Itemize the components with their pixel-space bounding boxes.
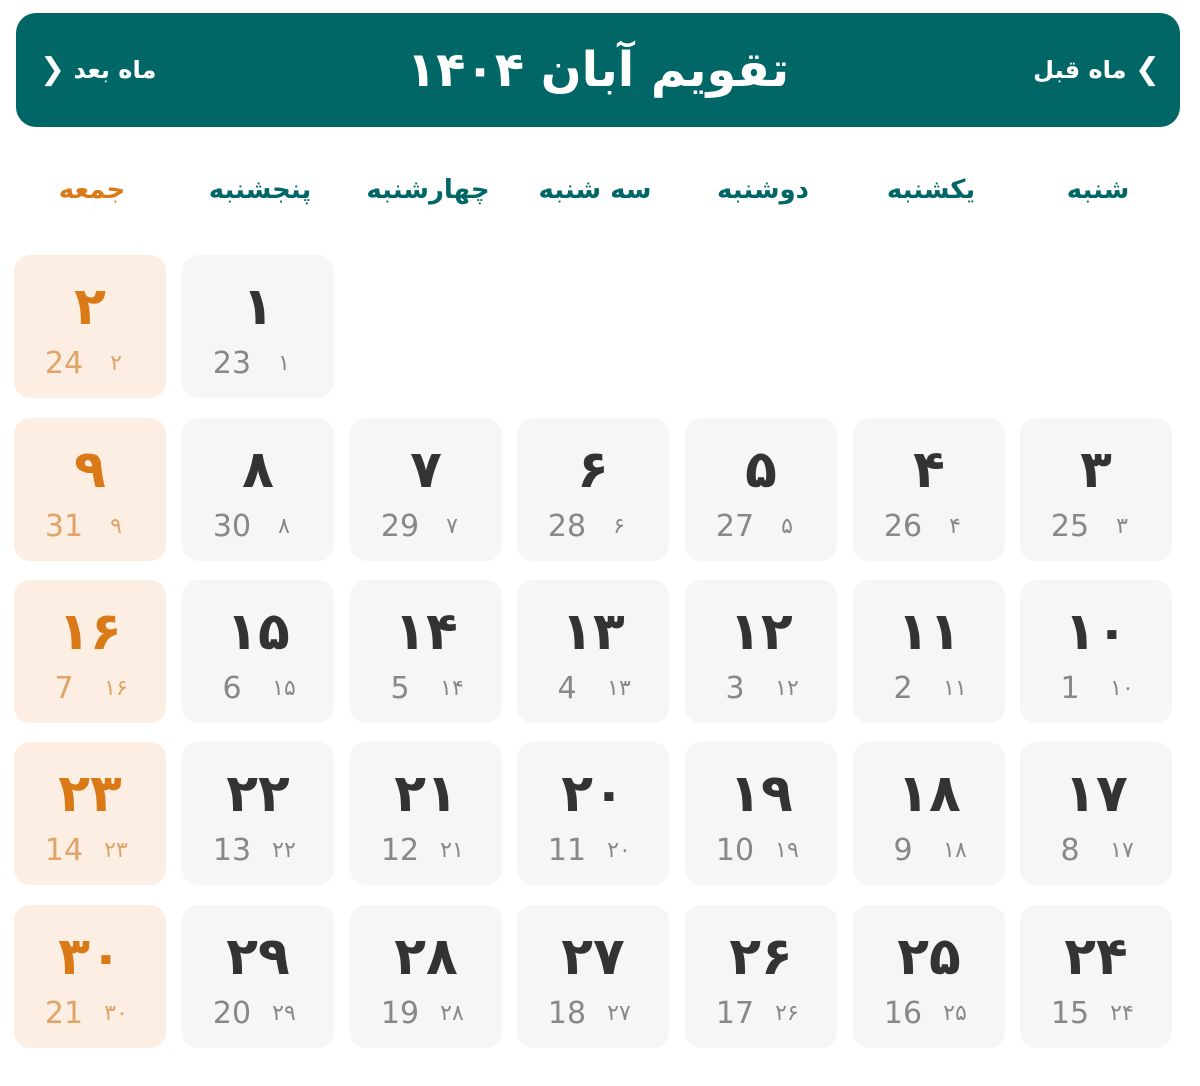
jalali-day-number: ۲۳ [58,764,122,824]
jalali-day-number: ۲۴ [1064,927,1128,987]
weekday-saturday: شنبه [1066,175,1130,205]
hijri-day-number: ۱۰ [1110,676,1134,701]
day-cell[interactable] [853,742,1005,885]
hijri-day-number: ۲۵ [943,1001,967,1026]
jalali-day-number: ۱۴ [394,602,458,662]
day-cell[interactable] [1020,418,1172,561]
day-cell[interactable] [517,580,669,723]
jalali-day-number: ۳۰ [58,927,122,987]
jalali-day-number: ۱۶ [58,602,122,662]
hijri-day-number: ۲۲ [272,838,296,863]
day-cell[interactable] [350,905,502,1048]
hijri-day-number: ۱۸ [943,838,967,863]
day-cell[interactable] [853,580,1005,723]
chevron-left-icon: ❮ [40,52,66,87]
jalali-day-number: ۱۷ [1064,764,1128,824]
gregorian-day-number: 8 [1060,833,1080,868]
hijri-day-number: ۱۲ [775,676,799,701]
hijri-day-number: ۱۱ [943,676,967,701]
jalali-day-number: ۲۶ [729,927,793,987]
hijri-day-number: ۱۵ [272,676,296,701]
hijri-day-number: ۲۱ [440,838,464,863]
jalali-day-number: ۵ [745,440,777,500]
weekday-tuesday: سه شنبه [538,175,652,205]
gregorian-day-number: 25 [1050,509,1090,544]
gregorian-day-number: 29 [380,509,420,544]
gregorian-day-number: 10 [715,833,755,868]
hijri-day-number: ۳ [1116,514,1128,539]
day-cell[interactable] [14,580,166,723]
weekday-wednesday: چهارشنبه [366,175,490,205]
jalali-day-number: ۲۲ [226,764,290,824]
weekday-friday: جمعه [58,175,126,205]
day-cell[interactable] [1020,742,1172,885]
gregorian-day-number: 1 [1060,671,1080,706]
jalali-day-number: ۸ [242,440,274,500]
gregorian-day-number: 7 [54,671,74,706]
hijri-day-number: ۲۴ [1110,1001,1134,1026]
day-cell[interactable] [350,742,502,885]
jalali-day-number: ۱۰ [1064,602,1128,662]
jalali-day-number: ۲۱ [394,764,458,824]
hijri-day-number: ۲۳ [104,838,128,863]
hijri-day-number: ۲۷ [607,1001,631,1026]
gregorian-day-number: 23 [212,346,252,381]
gregorian-day-number: 14 [44,833,84,868]
day-cell[interactable] [350,580,502,723]
jalali-day-number: ۱۳ [561,602,625,662]
gregorian-day-number: 5 [390,671,410,706]
weekday-thursday: پنجشنبه [208,175,312,205]
gregorian-day-number: 18 [547,996,587,1031]
chevron-right-icon: ❯ [1134,52,1160,87]
calendar-title: تقویم آبان ۱۴۰۴ [406,42,790,98]
day-cell[interactable] [517,418,669,561]
gregorian-day-number: 27 [715,509,755,544]
day-cell[interactable] [1020,580,1172,723]
day-cell[interactable] [182,905,334,1048]
day-cell[interactable] [685,580,837,723]
jalali-day-number: ۱۱ [897,602,961,662]
gregorian-day-number: 20 [212,996,252,1031]
hijri-day-number: ۵ [781,514,793,539]
day-cell[interactable] [517,905,669,1048]
jalali-day-number: ۱۹ [729,764,793,824]
gregorian-day-number: 3 [725,671,745,706]
gregorian-day-number: 6 [222,671,242,706]
jalali-day-number: ۹ [74,440,106,500]
gregorian-day-number: 13 [212,833,252,868]
day-cell[interactable] [14,905,166,1048]
jalali-day-number: ۷ [410,440,442,500]
gregorian-day-number: 16 [883,996,923,1031]
day-cell[interactable] [685,418,837,561]
hijri-day-number: ۱۹ [775,838,799,863]
jalali-day-number: ۲۸ [394,927,458,987]
jalali-day-number: ۲۹ [226,927,290,987]
hijri-day-number: ۹ [110,514,122,539]
gregorian-day-number: 24 [44,346,84,381]
prev-month-label: ماه قبل [1033,56,1127,84]
day-cell[interactable] [182,418,334,561]
gregorian-day-number: 12 [380,833,420,868]
hijri-day-number: ۲۸ [440,1001,464,1026]
hijri-day-number: ۱۶ [104,676,128,701]
hijri-day-number: ۷ [446,514,458,539]
hijri-day-number: ۲۰ [607,838,631,863]
gregorian-day-number: 17 [715,996,755,1031]
gregorian-day-number: 21 [44,996,84,1031]
weekday-sunday: یکشنبه [886,175,976,205]
day-cell[interactable] [182,742,334,885]
gregorian-day-number: 19 [380,996,420,1031]
jalali-day-number: ۲ [74,277,106,337]
day-cell[interactable] [1020,905,1172,1048]
day-cell[interactable] [517,742,669,885]
next-month-label: ماه بعد [73,56,157,84]
day-cell[interactable] [350,418,502,561]
hijri-day-number: ۲ [110,351,122,376]
day-cell[interactable] [853,418,1005,561]
hijri-day-number: ۲۹ [272,1001,296,1026]
day-cell[interactable] [182,255,334,398]
hijri-day-number: ۲۶ [775,1001,799,1026]
jalali-day-number: ۲۵ [897,927,961,987]
day-cell[interactable] [14,418,166,561]
jalali-day-number: ۲۷ [561,927,625,987]
gregorian-day-number: 30 [212,509,252,544]
jalali-day-number: ۳ [1080,440,1112,500]
day-cell[interactable] [853,905,1005,1048]
gregorian-day-number: 15 [1050,996,1090,1031]
gregorian-day-number: 31 [44,509,84,544]
hijri-day-number: ۱ [278,351,290,376]
hijri-day-number: ۳۰ [104,1001,128,1026]
hijri-day-number: ۶ [613,514,625,539]
gregorian-day-number: 11 [547,833,587,868]
day-cell[interactable] [685,905,837,1048]
day-cell[interactable] [14,742,166,885]
gregorian-day-number: 26 [883,509,923,544]
hijri-day-number: ۱۳ [607,676,631,701]
jalali-day-number: ۱۸ [897,764,961,824]
gregorian-day-number: 9 [893,833,913,868]
hijri-day-number: ۸ [278,514,290,539]
hijri-day-number: ۴ [949,514,961,539]
day-cell[interactable] [685,742,837,885]
jalali-day-number: ۶ [577,440,609,500]
gregorian-day-number: 4 [557,671,577,706]
hijri-day-number: ۱۴ [440,676,464,701]
jalali-day-number: ۱۵ [226,602,290,662]
gregorian-day-number: 2 [893,671,913,706]
jalali-day-number: ۴ [913,440,945,500]
jalali-day-number: ۱۲ [729,602,793,662]
gregorian-day-number: 28 [547,509,587,544]
weekday-monday: دوشنبه [716,175,810,205]
day-cell[interactable] [182,580,334,723]
jalali-day-number: ۲۰ [561,764,625,824]
jalali-day-number: ۱ [242,277,274,337]
day-cell[interactable] [14,255,166,398]
hijri-day-number: ۱۷ [1110,838,1134,863]
